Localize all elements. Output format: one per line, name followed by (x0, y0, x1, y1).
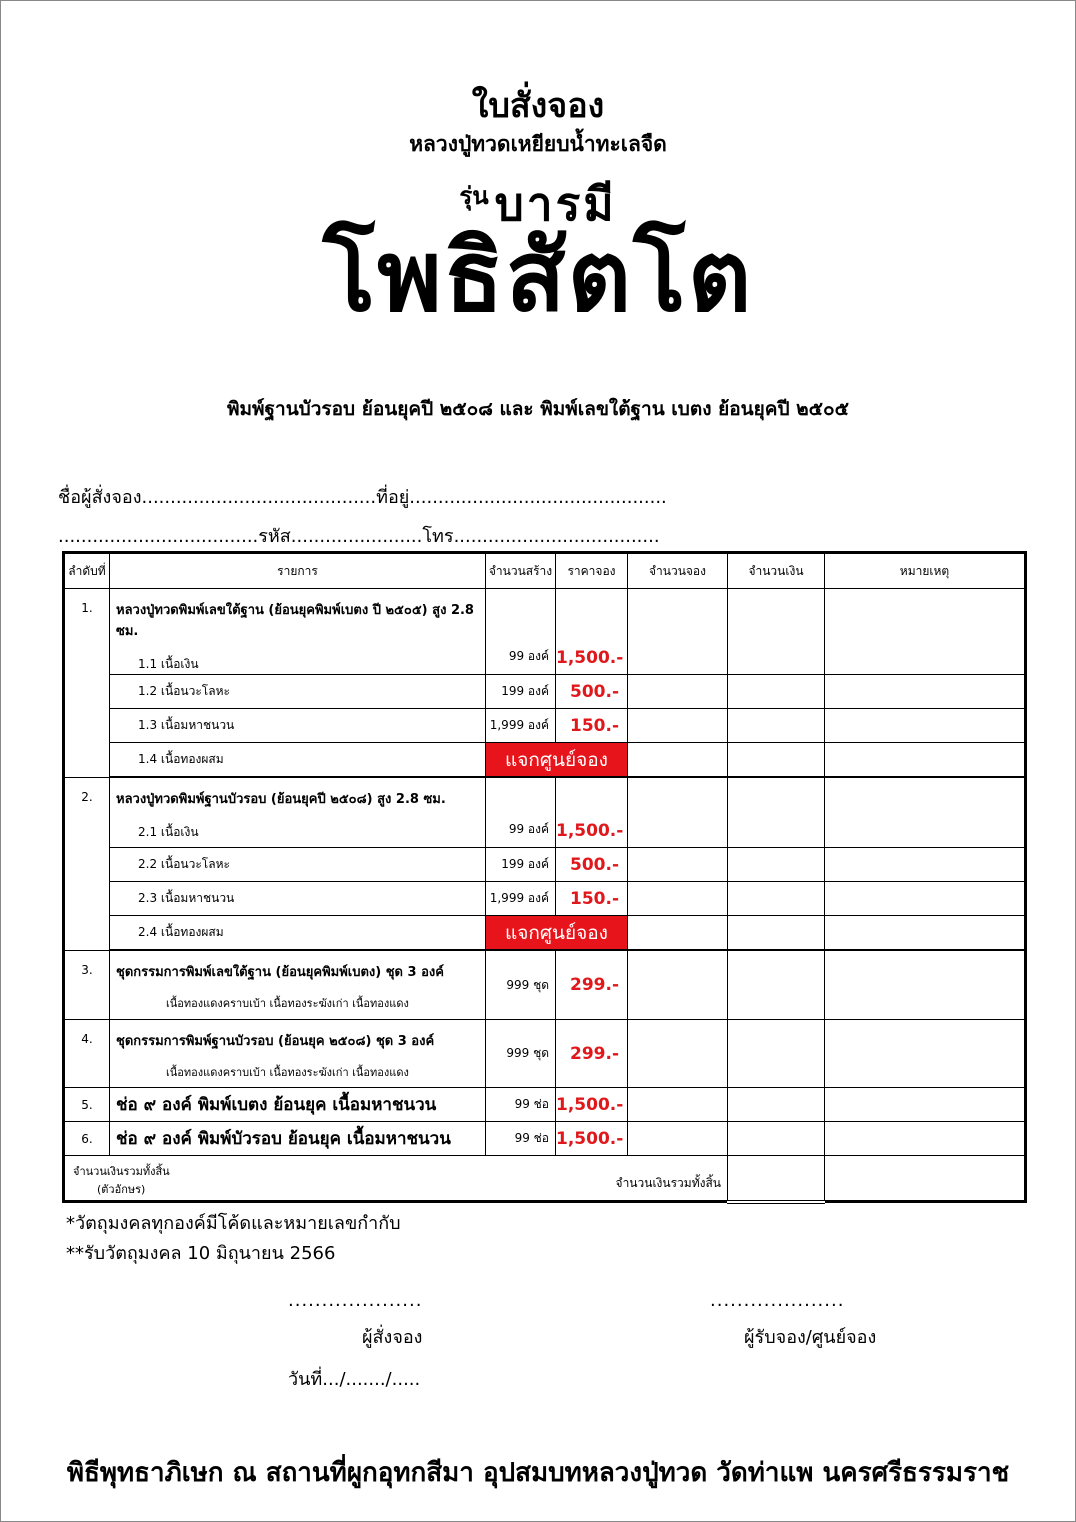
item-qty: 99 องค์ (486, 589, 556, 675)
item-qty: 99 ช่อ (486, 1122, 556, 1156)
remark-cell[interactable] (825, 848, 1026, 882)
free-distribution-badge: แจกศูนย์จอง (486, 916, 628, 950)
item-qty: 999 ชุด (486, 951, 556, 1020)
row-number: 2. (64, 778, 110, 951)
order-qty-cell[interactable] (628, 1088, 728, 1122)
order-qty-cell[interactable] (628, 951, 728, 1020)
set-cell (110, 951, 486, 1020)
amount-cell[interactable] (728, 1020, 825, 1088)
item-qty: 99 องค์ (486, 778, 556, 848)
remark-cell[interactable] (825, 951, 1026, 1020)
table-row (64, 675, 1026, 709)
series-logo: โพธิสัตโต (322, 219, 754, 334)
set-detail: เนื้อทองแดงคราบเบ้า เนื้อทองระฆังเก่า เนื้อทองแดง (166, 1066, 409, 1079)
order-qty-cell[interactable] (628, 589, 728, 675)
item-name: 1.1 เนื้อเงิน (138, 657, 199, 671)
note-receive-date: **รับวัตถุมงคล 10 มิถุนายน 2566 (66, 1243, 336, 1264)
header-remark: หมายเหตุ (825, 553, 1026, 589)
item-price: 500.- (556, 675, 628, 709)
amount-cell[interactable] (728, 1122, 825, 1156)
amount-cell[interactable] (728, 916, 825, 950)
row-number: 5. (64, 1088, 110, 1122)
table-row (64, 1088, 1026, 1122)
item-name: 2.2 เนื้อนวะโลหะ (110, 848, 486, 882)
remark-cell[interactable] (825, 1020, 1026, 1088)
order-qty-cell[interactable] (628, 675, 728, 709)
item-price: 1,500.- (556, 778, 628, 848)
item-name: 1.4 เนื้อทองผสม (110, 743, 486, 777)
orderer-label: ผู้สั่งจอง (362, 1327, 423, 1348)
order-qty-cell[interactable] (628, 848, 728, 882)
remark-cell[interactable] (825, 709, 1026, 743)
total-cell (64, 1156, 728, 1202)
header-price: ราคาจอง (556, 553, 628, 589)
page-subtitle: หลวงปู่ทวดเหยียบน้ำทะเลจืด (409, 132, 667, 156)
set-title: ชุดกรรมการพิมพ์เลขใต้ฐาน (ย้อนยุคพิมพ์เบตง) ชุด 3 องค์ (116, 965, 444, 980)
item-qty: 199 องค์ (486, 675, 556, 709)
remark-cell[interactable] (825, 1122, 1026, 1156)
date-field[interactable]: วันที่.../......./..... (288, 1369, 421, 1390)
amount-cell[interactable] (728, 743, 825, 777)
item-price: 299.- (556, 951, 628, 1020)
set-detail: เนื้อทองแดงคราบเบ้า เนื้อทองระฆังเก่า เนื้อทองแดง (166, 997, 409, 1010)
order-qty-cell[interactable] (628, 1122, 728, 1156)
total-label: จำนวนเงินรวมทั้งสิ้น (615, 1176, 721, 1190)
item-name: 2.1 เนื้อเงิน (138, 825, 199, 839)
remark-cell[interactable] (825, 882, 1026, 916)
table-row (64, 743, 1026, 777)
set-cell (110, 1020, 486, 1088)
total-amount-cell[interactable] (728, 1156, 825, 1202)
item-qty: 1,999 องค์ (486, 882, 556, 916)
item-qty: 999 ชุด (486, 1020, 556, 1088)
order-qty-cell[interactable] (628, 778, 728, 848)
amount-cell[interactable] (728, 882, 825, 916)
table-row (64, 1020, 1026, 1088)
header-made: จำนวนสร้าง (486, 553, 556, 589)
amount-cell[interactable] (728, 675, 825, 709)
set-title: ชุดกรรมการพิมพ์ฐานบัวรอบ (ย้อนยุค ๒๕๐๘) ชุด 3 องค์ (116, 1034, 435, 1049)
remark-cell[interactable] (825, 916, 1026, 950)
remark-cell[interactable] (825, 1088, 1026, 1122)
row-number: 1. (64, 589, 110, 778)
header-amount: จำนวนเงิน (728, 553, 825, 589)
order-qty-cell[interactable] (628, 709, 728, 743)
group-cell (110, 589, 486, 675)
receiver-label: ผู้รับจอง/ศูนย์จอง (744, 1327, 877, 1348)
header-order-qty: จำนวนจอง (628, 553, 728, 589)
note-code: *วัตถุมงคลทุกองค์มีโค้ดและหมายเลขกำกับ (66, 1213, 401, 1234)
row-number: 3. (64, 951, 110, 1020)
table-row (64, 1122, 1026, 1156)
amount-cell[interactable] (728, 951, 825, 1020)
table-row (64, 882, 1026, 916)
total-words-label: จำนวนเงินรวมทั้งสิ้น (73, 1165, 170, 1178)
order-qty-cell[interactable] (628, 1020, 728, 1088)
bouquet-title: ช่อ ๙ องค์ พิมพ์บัวรอบ ย้อนยุค เนื้อมหาชนวน (110, 1122, 486, 1156)
header-no: ลำดับที่ (64, 553, 110, 589)
bouquet-title: ช่อ ๙ องค์ พิมพ์เบตง ย้อนยุค เนื้อมหาชนวน (110, 1088, 486, 1122)
table-row (64, 916, 1026, 950)
series-name: บารมี (494, 177, 617, 231)
item-price: 1,500.- (556, 1122, 628, 1156)
item-price: 500.- (556, 848, 628, 882)
group-cell (110, 778, 486, 848)
free-distribution-badge: แจกศูนย์จอง (486, 743, 628, 777)
total-remark-cell (825, 1156, 1026, 1202)
orderer-name-address-field[interactable]: ชื่อผู้สั่งจอง.........................................ที่อยู่............................................. (58, 487, 667, 508)
group-title: หลวงปู่ทวดพิมพ์เลขใต้ฐาน (ย้อนยุคพิมพ์เบตง ปี ๒๕๐๕) สูง 2.8 ซม. (116, 603, 474, 639)
order-qty-cell[interactable] (628, 743, 728, 777)
remark-cell[interactable] (825, 675, 1026, 709)
code-phone-field[interactable]: ...................................รหัส.......................โทร.................................... (58, 526, 660, 547)
item-qty: 99 ช่อ (486, 1088, 556, 1122)
header-item: รายการ (110, 553, 486, 589)
table-row (64, 778, 1026, 848)
series-prefix: รุ่น (459, 182, 489, 210)
item-price: 1,500.- (556, 589, 628, 675)
item-price: 1,500.- (556, 1088, 628, 1122)
table-row (64, 589, 1026, 675)
order-qty-cell[interactable] (628, 882, 728, 916)
item-price: 299.- (556, 1020, 628, 1088)
item-name: 2.3 เนื้อมหาชนวน (110, 882, 486, 916)
table-row (64, 709, 1026, 743)
page-title: ใบสั่งจอง (471, 86, 605, 126)
item-name: 1.2 เนื้อนวะโลหะ (110, 675, 486, 709)
row-number: 4. (64, 1020, 110, 1088)
item-name: 2.4 เนื้อทองผสม (110, 916, 486, 950)
item-price: 150.- (556, 882, 628, 916)
amount-cell[interactable] (728, 848, 825, 882)
amount-cell[interactable] (728, 589, 825, 675)
item-qty: 199 องค์ (486, 848, 556, 882)
total-words-sub: (ตัวอักษร) (97, 1183, 146, 1196)
item-name: 1.3 เนื้อมหาชนวน (110, 709, 486, 743)
table-row (64, 848, 1026, 882)
order-qty-cell[interactable] (628, 916, 728, 950)
remark-cell[interactable] (825, 778, 1026, 848)
amount-cell[interactable] (728, 1088, 825, 1122)
table-header-row (64, 553, 1026, 589)
item-qty: 1,999 องค์ (486, 709, 556, 743)
receiver-signature-line[interactable]: .................... (710, 1290, 845, 1311)
table-row (64, 951, 1026, 1020)
remark-cell[interactable] (825, 589, 1026, 675)
group-title: หลวงปู่ทวดพิมพ์ฐานบัวรอบ (ย้อนยุคปี ๒๕๐๘) สูง 2.8 ซม. (116, 792, 446, 807)
series-description: พิมพ์ฐานบัวรอบ ย้อนยุคปี ๒๕๐๘ และ พิมพ์เลขใต้ฐาน เบตง ย้อนยุคปี ๒๕๐๕ (226, 398, 850, 420)
total-row (64, 1156, 1026, 1202)
amount-cell[interactable] (728, 709, 825, 743)
remark-cell[interactable] (825, 743, 1026, 777)
orderer-signature-line[interactable]: .................... (288, 1290, 423, 1311)
item-price: 150.- (556, 709, 628, 743)
order-table (62, 551, 1027, 1204)
amount-cell[interactable] (728, 778, 825, 848)
ceremony-footer: พิธีพุทธาภิเษก ณ สถานที่ผูกอุทกสีมา อุปสมบทหลวงปู่ทวด วัดท่าแพ นครศรีธรรมราช (66, 1458, 1010, 1488)
row-number: 6. (64, 1122, 110, 1156)
